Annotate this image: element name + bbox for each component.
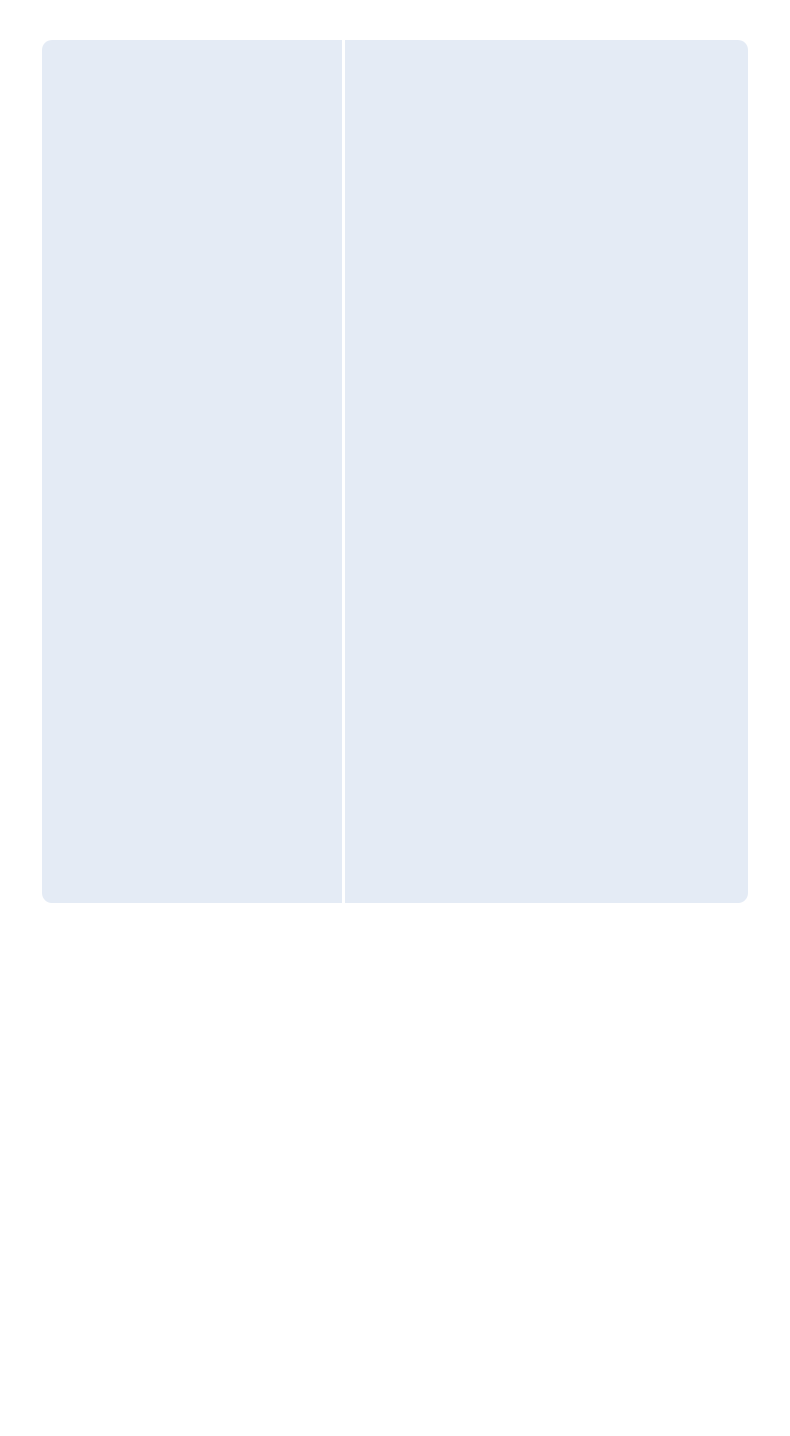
column-divider [342, 40, 345, 903]
spec-table [42, 40, 748, 903]
